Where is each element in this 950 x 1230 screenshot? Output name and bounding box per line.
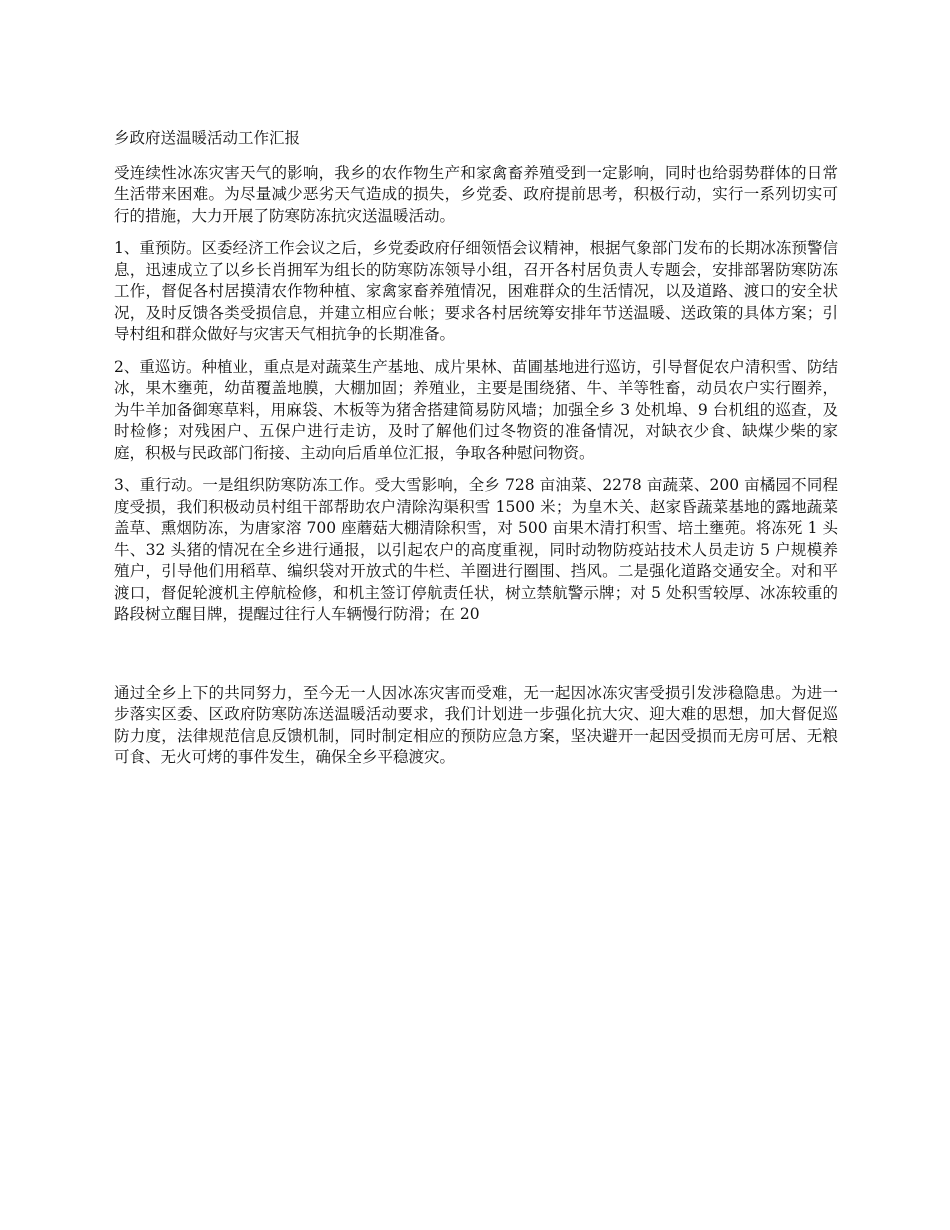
section-action-paragraph: 3、重行动。一是组织防寒防冻工作。受大雪影响，全乡 728 亩油菜、2278 亩蔬菜、200 亩橘园不同程度受损，我们积极动员村组干部帮助农户清除沟渠积雪 1500 米；为皇木关、赵家昏蔬菜基地的露地蔬菜盖草、熏烟防冻，为唐家溶 700 座蘑菇大棚清除积雪，对 500 亩果木清打积雪、培土壅蔸。将冻死 1 头牛、32 头猪的情况在全乡进行通报，以引起农户的高度重视，同时动物防疫站技术人员走访 5 户规模养殖户，引导他们用稻草、编织袋对开放式的牛栏、羊圈进行圈围、挡风。二是强化道路交通安全。对和平渡口，督促轮渡机主停航检修，和机主签订停航责任状，树立禁航警示牌；对 5 处积雪较厚、冰冻较重的路段树立醒目牌，提醒过往行人车辆慢行防滑；在 20 — [114, 476, 838, 623]
closing-paragraph: 通过全乡上下的共同努力，至今无一人因冰冻灾害而受难，无一起因冰冻灾害受损引发涉稳隐患。为进一步落实区委、区政府防寒防冻送温暖活动要求，我们计划进一步强化抗大灾、迎大难的思想，加大督促巡防力度，法律规范信息反馈机制，同时制定相应的预防应急方案，坚决避开一起因受损而无房可居、无粮可食、无火可烤的事件发生，确保全乡平稳渡灾。 — [114, 683, 838, 766]
section-prevention-paragraph: 1、重预防。区委经济工作会议之后，乡党委政府仔细领悟会议精神，根据气象部门发布的长期冰冻预警信息，迅速成立了以乡长肖拥军为组长的防寒防冻领导小组，召开各村居负责人专题会，安排部署防寒防冻工作，督促各村居摸清农作物种植、家禽家畜养殖情况，困难群众的生活情况，以及道路、渡口的安全状况，及时反馈各类受损信息，并建立相应台帐；要求各村居统筹安排年节送温暖、送政策的具体方案；引导村组和群众做好与灾害天气相抗争的长期准备。 — [114, 239, 838, 343]
intro-paragraph: 受连续性冰冻灾害天气的影响，我乡的农作物生产和家禽畜养殖受到一定影响，同时也给弱势群体的日常生活带来困难。为尽量减少恶劣天气造成的损失，乡党委、政府提前思考，积极行动，实行一系列切实可行的措施，大力开展了防寒防冻抗灾送温暖活动。 — [114, 163, 838, 225]
document-title: 乡政府送温暖活动工作汇报 — [114, 129, 301, 147]
paragraph-gap — [114, 637, 838, 683]
document-body — [114, 128, 838, 780]
section-patrol-paragraph: 2、重巡访。种植业，重点是对蔬菜生产基地、成片果林、苗圃基地进行巡访，引导督促农户清积雪、防结冰，果木壅蔸，幼苗覆盖地膜，大棚加固；养殖业，主要是围绕猪、牛、羊等牲畜，动员农户实行圈养，为牛羊加备御寒草料，用麻袋、木板等为猪舍搭建简易防风墙；加强全乡 3 处机埠、9 台机组的巡查，及时检修；对残困户、五保户进行走访，及时了解他们过冬物资的准备情况，对缺衣少食、缺煤少柴的家庭，积极与民政部门衔接、主动向后盾单位汇报，争取各种慰问物资。 — [114, 357, 838, 462]
